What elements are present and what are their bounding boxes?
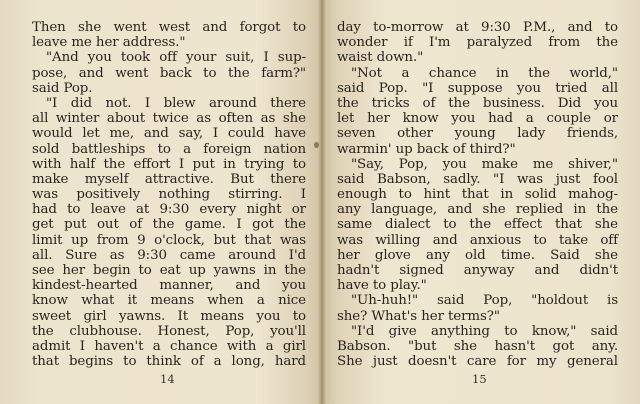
text-line: enough to hint that in solid mahog- — [337, 187, 618, 203]
text-line: seven other young lady friends, — [337, 126, 618, 142]
text-line: sweet girl yawns. It means you to — [32, 308, 306, 324]
text-line: "I did not. I blew around there — [46, 95, 306, 111]
text-line: pose, and went back to the farm?" — [32, 65, 306, 81]
text-line: Then she went west and forgot to — [32, 20, 306, 35]
text-line: had to leave at 9:30 every night or — [32, 202, 306, 218]
text-line: all winter about twice as often as she — [32, 111, 306, 127]
text-line: that begins to think of a long, hard — [32, 354, 306, 370]
text-line: hadn't signed anyway and didn't — [337, 263, 618, 278]
binding-stitch — [314, 142, 319, 148]
text-line: "Say, Pop, you make me shiver," — [351, 156, 618, 172]
text-line: would let me, and say, I could have — [32, 126, 306, 142]
text-line: "I'd give anything to know," said — [351, 323, 618, 339]
text-line: Babson. "but she hasn't got any. — [337, 338, 618, 354]
text-line: warmin' up back of third?" — [337, 141, 516, 157]
text-line: "Uh-huh!" said Pop, "holdout is — [351, 293, 618, 309]
text-line: "And you took off your suit, I sup- — [46, 50, 306, 66]
text-line: make myself attractive. But there — [32, 171, 306, 187]
text-line: have to play." — [337, 278, 427, 294]
text-line: said Babson, sadly. "I was just fool — [337, 171, 618, 187]
text-line: with half the effort I put in trying to — [32, 156, 306, 172]
text-line: said Pop. — [32, 80, 93, 96]
right-page-text — [337, 20, 618, 369]
text-line: limit up from 9 o'clock, but that was — [32, 232, 306, 248]
text-line: leave me her address." — [32, 35, 186, 51]
text-line: know what it means when a nice — [32, 293, 306, 309]
text-line: all. Sure as 9:30 came around I'd — [32, 247, 306, 263]
text-line: kindest-hearted manner, and you — [32, 278, 306, 294]
text-line: get put out of the game. I got the — [32, 217, 306, 233]
text-line: let her know you had a couple or — [337, 111, 618, 127]
text-line: She just doesn't care for my general — [337, 354, 618, 370]
text-line: was positively nothing stirring. I — [32, 187, 306, 203]
text-line: same dialect to the effect that she — [337, 217, 618, 233]
text-line: the tricks of the business. Did you — [337, 95, 618, 111]
text-line: her glove any old time. Said she — [337, 247, 618, 263]
left-page-text — [32, 20, 306, 369]
text-line: day to-morrow at 9:30 P.M., and to — [337, 20, 618, 35]
right-page-number: 15 — [472, 372, 487, 386]
right-page — [322, 0, 640, 404]
text-line: the clubhouse. Honest, Pop, you'll — [32, 323, 306, 339]
text-line: admit I haven't a chance with a girl — [32, 338, 306, 354]
text-line: see her begin to eat up yawns in the — [32, 263, 306, 278]
text-line: she? What's her terms?" — [337, 308, 500, 324]
text-line: wonder if I'm paralyzed from the — [337, 35, 618, 51]
text-line: waist down." — [337, 50, 424, 66]
text-line: said Pop. "I suppose you tried all — [337, 80, 618, 96]
text-line: was willing and anxious to take off — [337, 232, 618, 248]
text-line: "Not a chance in the world," — [351, 65, 618, 81]
text-line: any language, and she replied in the — [337, 202, 618, 218]
left-page-number: 14 — [160, 372, 175, 386]
text-line: sold battleships to a foreign nation — [32, 141, 306, 157]
